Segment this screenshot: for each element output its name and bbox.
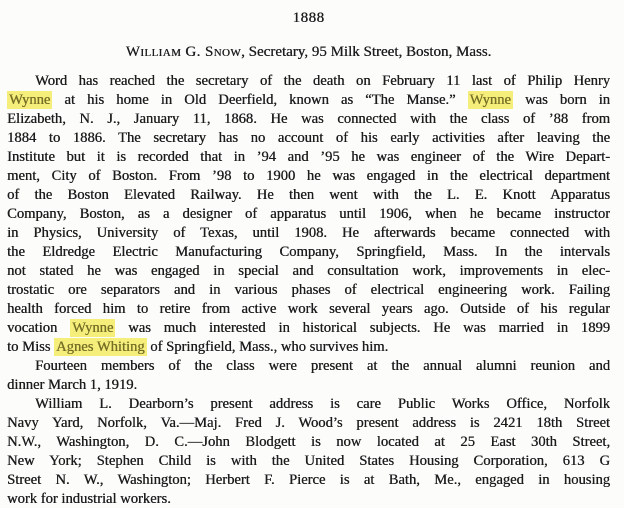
text-segment: Elizabeth, N. J., January 11, 1868. He was connected with the class of ’88 from	[7, 111, 610, 127]
text-segment: of Springfield, Mass., who survives him.	[146, 339, 389, 355]
text-line	[7, 224, 610, 243]
text-segment: Word has reached the secretary of the death on February 11 last of Philip Henry	[35, 73, 610, 89]
text-segment: vocation	[7, 320, 71, 336]
text-segment: William L. Dearborn’s present address is care Public Works Office, Norfolk	[35, 396, 610, 412]
text-line	[7, 129, 610, 148]
text-line	[7, 243, 610, 262]
highlighted-term: Agnes Whiting	[56, 339, 145, 355]
text-line	[7, 433, 610, 452]
text-segment: at his home in Old Deerfield, known as “The Manse.”	[52, 92, 468, 108]
text-segment: work for industrial workers.	[7, 491, 171, 507]
text-line	[7, 414, 610, 433]
text-line	[7, 262, 610, 281]
text-segment: not stated he was engaged in special and consultation work, improvements in elec-	[7, 263, 610, 279]
text-line	[7, 376, 610, 395]
highlighted-term: Wynne	[9, 92, 51, 108]
text-line	[7, 148, 610, 167]
text-line	[7, 72, 610, 91]
text-segment: dinner March 1, 1919.	[7, 377, 138, 393]
text-line	[7, 205, 610, 224]
text-line	[7, 167, 610, 186]
text-line	[7, 471, 610, 490]
text-segment: was much interested in historical subjects. He was married in 1899	[115, 320, 610, 336]
text-segment: Street N. W., Washington; Herbert F. Pierce is at Bath, Me., engaged in housing	[7, 472, 610, 488]
text-segment: to Miss	[7, 339, 55, 355]
secretary-address: , Secretary, 95 Milk Street, Boston, Mass.	[241, 44, 492, 60]
text-line	[7, 281, 610, 300]
text-segment: was born in	[512, 92, 610, 108]
text-segment: 1884 to 1886. The secretary has no account of his early activities after leaving the	[7, 130, 610, 146]
text-line	[7, 338, 610, 357]
text-line	[7, 186, 610, 205]
secretary-byline	[7, 43, 610, 62]
text-segment: Company, Boston, as a designer of apparatus until 1906, when he became instructor	[7, 206, 610, 222]
text-segment: ment, City of Boston. From ’98 to 1900 he was engaged in the electrical department	[7, 168, 610, 184]
highlighted-term: Wynne	[72, 320, 114, 336]
text-segment: Institute but it is recorded that in ’94 and ’95 he was engineer of the Wire Depart-	[7, 149, 610, 165]
text-line	[7, 300, 610, 319]
text-segment: health forced him to retire from active work several years ago. Outside of his regular	[7, 301, 610, 317]
text-segment: N.W., Washington, D. C.—John Blodgett is now located at 25 East 30th Street,	[7, 434, 610, 450]
highlighted-term: Wynne	[469, 92, 511, 108]
text-segment: New York; Stephen Child is with the United States Housing Corporation, 613 G	[7, 453, 610, 469]
text-segment: Fourteen members of the class were present at the annual alumni reunion and	[35, 358, 610, 374]
text-line	[7, 91, 610, 110]
text-segment: Navy Yard, Norfolk, Va.—Maj. Fred J. Wood’s present address is 2421 18th Street	[7, 415, 610, 431]
year-heading: 1888	[292, 10, 325, 26]
text-line	[7, 452, 610, 471]
text-line	[7, 357, 610, 376]
text-line	[7, 395, 610, 414]
article-body	[7, 72, 610, 509]
text-line	[7, 319, 610, 338]
text-segment: trostatic ore separators and in various phases of electrical engineering work. Failing	[7, 282, 610, 298]
text-segment: the Eldredge Electric Manufacturing Company, Springfield, Mass. In the intervals	[7, 244, 610, 260]
text-line	[7, 490, 610, 509]
text-segment: of the Boston Elevated Railway. He then went with the L. E. Knott Apparatus	[7, 187, 610, 203]
text-line	[7, 110, 610, 129]
secretary-name: William G. Snow	[125, 44, 242, 60]
text-segment: in Physics, University of Texas, until 1908. He afterwards became connected with	[7, 225, 610, 241]
